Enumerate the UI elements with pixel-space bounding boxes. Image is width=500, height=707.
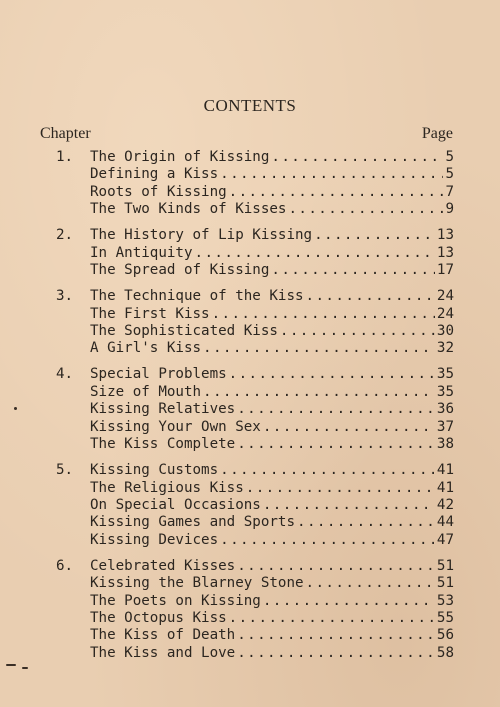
dot-leader [306, 574, 435, 592]
entry-page-number: 47 [436, 532, 454, 548]
entry-title: The Kiss and Love [90, 645, 236, 661]
dot-leader [297, 513, 435, 531]
entry-page-number: 35 [436, 366, 454, 382]
entry-page-number: 5 [445, 149, 454, 165]
dot-leader [306, 287, 435, 305]
entry-title: Size of Mouth [90, 384, 202, 400]
toc-entry [56, 261, 454, 279]
entry-page-number: 24 [436, 306, 454, 322]
entry-title: In Antiquity [90, 245, 193, 261]
dot-leader [237, 626, 435, 644]
toc-entry [56, 626, 454, 644]
dot-leader [220, 165, 443, 183]
entry-title: The Two Kinds of Kisses [90, 201, 287, 217]
toc-entry [56, 339, 454, 357]
toc-entry [56, 383, 454, 401]
chapter-number: 3. [56, 288, 74, 304]
entry-title: Kissing Relatives [90, 401, 236, 417]
toc-entry [56, 496, 454, 514]
toc-entry [56, 531, 454, 549]
dot-leader [195, 244, 435, 262]
dot-leader [203, 339, 435, 357]
entry-title: Special Problems [90, 366, 227, 382]
dot-leader [263, 592, 435, 610]
dot-leader [220, 461, 435, 479]
dot-leader [263, 496, 435, 514]
entry-title: The Kiss Complete [90, 436, 236, 452]
paper-speck [22, 667, 28, 669]
entry-page-number: 51 [436, 558, 454, 574]
entry-page-number: 55 [436, 610, 454, 626]
toc-entry [56, 365, 454, 383]
entry-title: Defining a Kiss [90, 166, 219, 182]
dot-leader [203, 383, 435, 401]
dot-leader [212, 305, 435, 323]
entry-page-number: 5 [445, 166, 454, 182]
toc-entry [56, 513, 454, 531]
paper-speck [6, 664, 16, 666]
dot-leader [229, 609, 435, 627]
paper-speck [14, 407, 17, 410]
dot-leader [263, 418, 435, 436]
chapter-number: 1. [56, 149, 74, 165]
dot-leader [220, 531, 435, 549]
entry-title: The Technique of the Kiss [90, 288, 304, 304]
dot-leader [271, 261, 435, 279]
toc-entry [56, 148, 454, 166]
toc-entry [56, 418, 454, 436]
toc-entry [56, 183, 454, 201]
dot-leader [229, 365, 435, 383]
chapter-number: 5. [56, 462, 74, 478]
entry-title: The Sophisticated Kiss [90, 323, 278, 339]
toc-entry [56, 322, 454, 340]
toc-entry [56, 305, 454, 323]
entry-title: Kissing Devices [90, 532, 219, 548]
entry-page-number: 41 [436, 480, 454, 496]
dot-leader [271, 148, 443, 166]
toc-entry [56, 557, 454, 575]
dot-leader [237, 400, 435, 418]
entry-title: The Spread of Kissing [90, 262, 270, 278]
dot-leader [280, 322, 435, 340]
entry-page-number: 24 [436, 288, 454, 304]
entry-title: The Kiss of Death [90, 627, 236, 643]
entry-page-number: 32 [436, 340, 454, 356]
entry-page-number: 13 [436, 245, 454, 261]
entry-page-number: 9 [445, 201, 454, 217]
dot-leader [237, 644, 435, 662]
entry-page-number: 51 [436, 575, 454, 591]
toc-entry [56, 226, 454, 244]
dot-leader [237, 435, 435, 453]
page-column-header: Page [421, 125, 453, 142]
dot-leader [229, 183, 444, 201]
toc-entry [56, 200, 454, 218]
entry-title: The Origin of Kissing [90, 149, 270, 165]
entry-page-number: 17 [436, 262, 454, 278]
toc-entry [56, 287, 454, 305]
entry-page-number: 41 [436, 462, 454, 478]
entry-title: Celebrated Kisses [90, 558, 236, 574]
entry-title: The History of Lip Kissing [90, 227, 313, 243]
entry-page-number: 53 [436, 593, 454, 609]
toc-entry [56, 435, 454, 453]
dot-leader [288, 200, 443, 218]
entry-page-number: 35 [436, 384, 454, 400]
chapter-number: 2. [56, 227, 74, 243]
entry-title: The Octopus Kiss [90, 610, 227, 626]
toc-entry [56, 479, 454, 497]
chapter-number: 6. [56, 558, 74, 574]
entry-page-number: 36 [436, 401, 454, 417]
entry-page-number: 37 [436, 419, 454, 435]
entry-title: Kissing Games and Sports [90, 514, 295, 530]
entry-title: A Girl's Kiss [90, 340, 202, 356]
entry-title: Roots of Kissing [90, 184, 227, 200]
entry-title: The Poets on Kissing [90, 593, 261, 609]
entry-title: Kissing Your Own Sex [90, 419, 261, 435]
dot-leader [314, 226, 435, 244]
entry-page-number: 44 [436, 514, 454, 530]
entry-page-number: 42 [436, 497, 454, 513]
entry-title: The Religious Kiss [90, 480, 244, 496]
toc-entry [56, 574, 454, 592]
entry-page-number: 30 [436, 323, 454, 339]
entry-title: The First Kiss [90, 306, 210, 322]
dot-leader [246, 479, 435, 497]
entry-title: On Special Occasions [90, 497, 261, 513]
toc-entry [56, 609, 454, 627]
entry-page-number: 7 [445, 184, 454, 200]
entry-title: Kissing Customs [90, 462, 219, 478]
toc-entry [56, 461, 454, 479]
entry-title: Kissing the Blarney Stone [90, 575, 304, 591]
entry-page-number: 58 [436, 645, 454, 661]
toc-entry [56, 592, 454, 610]
page-title: CONTENTS [203, 96, 297, 115]
entry-page-number: 56 [436, 627, 454, 643]
toc-entry [56, 400, 454, 418]
toc-entry [56, 244, 454, 262]
chapter-column-header: Chapter [40, 125, 91, 142]
chapter-number: 4. [56, 366, 74, 382]
dot-leader [237, 557, 435, 575]
entry-page-number: 38 [436, 436, 454, 452]
toc-entry [56, 165, 454, 183]
entry-page-number: 13 [436, 227, 454, 243]
toc-entry [56, 644, 454, 662]
